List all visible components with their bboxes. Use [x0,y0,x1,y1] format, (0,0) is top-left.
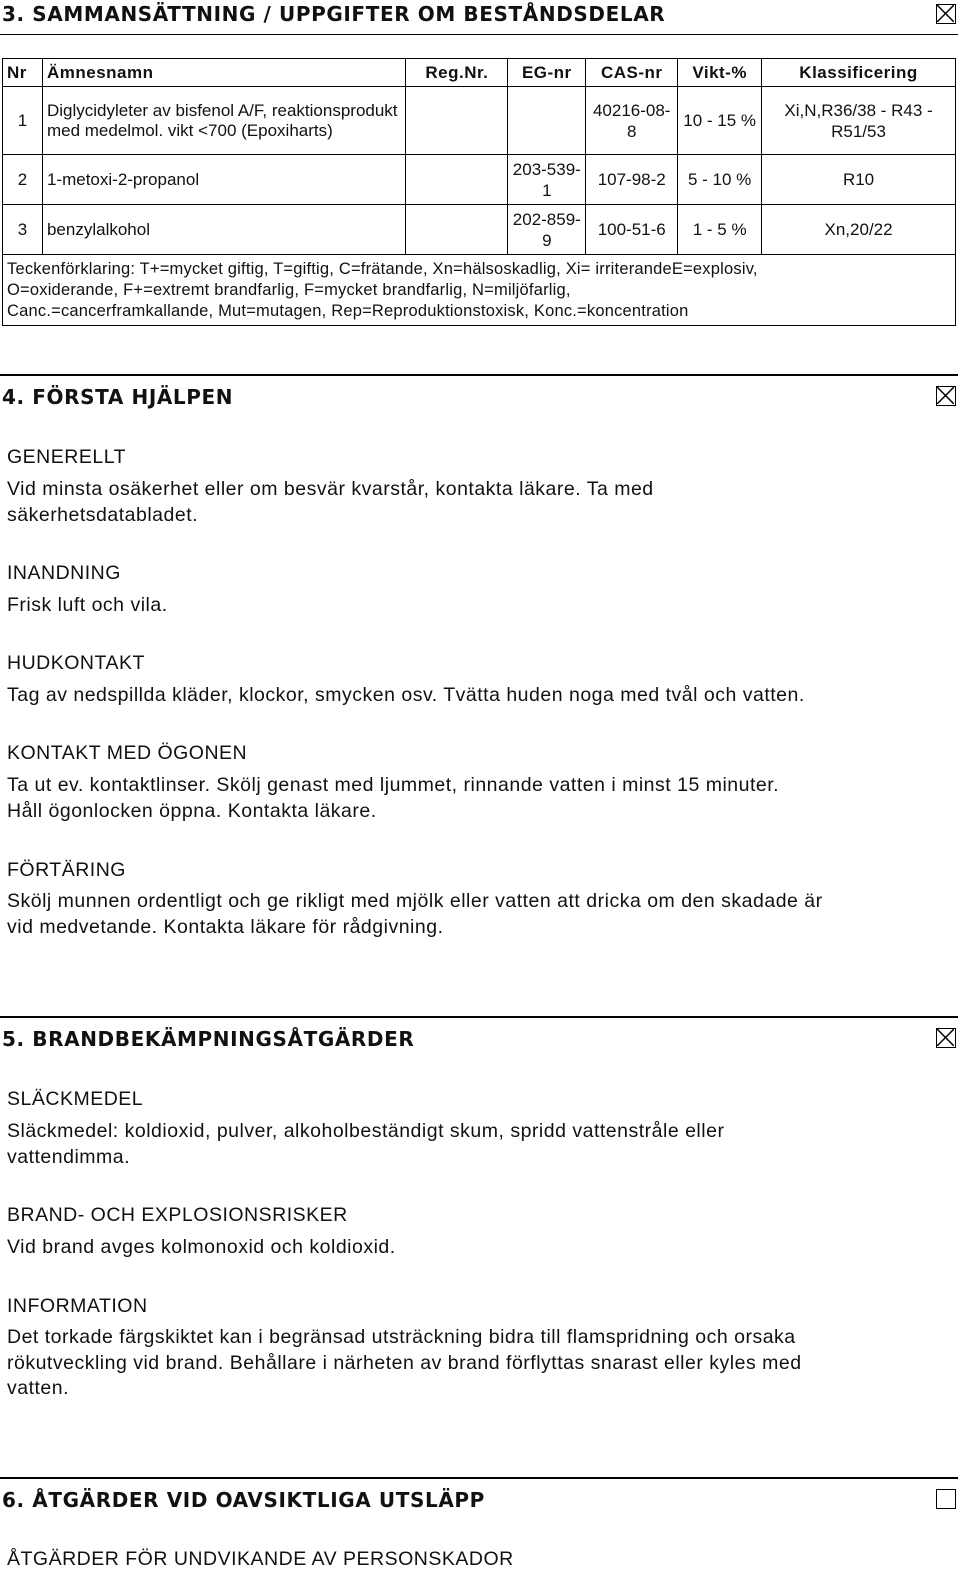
cell-reg [406,87,508,155]
checked-x-icon [937,5,954,22]
cell-class: Xn,20/22 [762,205,956,255]
section-5-header [0,1016,958,1056]
subheading-information: INFORMATION [7,1295,148,1317]
paragraph-risker [7,1235,957,1261]
cell-reg [406,205,508,255]
cell-nr: 2 [3,155,43,205]
paragraph-information [7,1325,957,1402]
cell-weight: 5 - 10 % [678,155,762,205]
subheading-fortaring: FÖRTÄRING [7,859,126,881]
cell-eg: 202-859-9 [508,205,586,255]
paragraph-slackmedel [7,1119,957,1170]
col-header-nr: Nr [3,59,43,87]
subheading-risker: BRAND- OCH EXPLOSIONSRISKER [7,1204,348,1226]
cell-cas: 40216-08-8 [586,87,678,155]
cell-cas: 100-51-6 [586,205,678,255]
text-line: rökutveckling vid brand. Behållare i närheten av brand förflyttas snarast eller kyles med [7,1351,802,1374]
paragraph-inandning [7,593,957,619]
col-header-class: Klassificering [762,59,956,87]
text-line: Håll ögonlocken öppna. Kontakta läkare. [7,799,377,822]
table-header-row [3,59,956,87]
section-3-title: 3. SAMMANSÄTTNING / UPPGIFTER OM BESTÅNDSDELAR [2,2,666,26]
text-line: vattendimma. [7,1145,131,1168]
col-header-cas: CAS-nr [586,59,678,87]
cell-cas: 107-98-2 [586,155,678,205]
section-3-divider [0,34,958,35]
col-header-name: Ämnesnamn [42,59,405,87]
paragraph-generellt [7,477,957,528]
col-header-eg: EG-nr [508,59,586,87]
text-line: vatten. [7,1377,70,1399]
section-4-header [0,374,958,414]
subheading-slackmedel: SLÄCKMEDEL [7,1088,144,1110]
section-4-title: 4. FÖRSTA HJÄLPEN [2,385,234,409]
cell-name: benzylalkohol [42,205,405,255]
table-row [3,205,956,255]
checked-x-icon [937,387,954,404]
subheading-inandning: INANDNING [7,562,121,584]
composition-table [2,58,956,326]
text-line: Frisk luft och vila. [7,594,168,616]
table-row [3,87,956,155]
legend-cell [3,255,956,326]
col-header-weight: Vikt-% [678,59,762,87]
section-6-header [0,1477,958,1517]
paragraph-hudkontakt [7,683,957,709]
cell-nr: 1 [3,87,43,155]
section-5-checkbox[interactable] [936,1028,956,1048]
section-6-checkbox[interactable] [936,1489,956,1509]
cell-class: R10 [762,155,956,205]
text-line: säkerhetsdatabladet. [7,503,199,526]
legend-line: Canc.=cancerframkallande, Mut=mutagen, Rep=Reproduktionstoxisk, Konc.=koncentration [7,302,689,320]
cell-weight: 10 - 15 % [678,87,762,155]
text-line: Vid minsta osäkerhet eller om besvär kvarstår, kontakta läkare. Ta med [7,478,654,500]
subheading-personskador: ÅTGÄRDER FÖR UNDVIKANDE AV PERSONSKADOR [7,1548,514,1570]
section-5-title: 5. BRANDBEKÄMPNINGSÅTGÄRDER [2,1027,415,1051]
cell-name: Diglycidyleter av bisfenol A/F, reaktionsprodukt med medelmol. vikt <700 (Epoxiharts) [42,87,405,155]
section-4-checkbox[interactable] [936,386,956,406]
paragraph-ogon [7,773,957,824]
legend-line: O=oxiderande, F+=extremt brandfarlig, F=mycket brandfarlig, N=miljöfarlig, [7,281,571,299]
subheading-generellt: GENERELLT [7,446,127,468]
cell-name: 1-metoxi-2-propanol [42,155,405,205]
cell-class: Xi,N,R36/38 - R43 - R51/53 [762,87,956,155]
legend-line: Teckenförklaring: T+=mycket giftig, T=giftig, C=frätande, Xn=hälsoskadlig, Xi= irriterandeE=explosiv, [7,260,758,278]
paragraph-fortaring [7,889,957,940]
cell-eg: 203-539-1 [508,155,586,205]
text-line: Tag av nedspillda kläder, klockor, smycken osv. Tvätta huden noga med tvål och vatten. [7,684,805,706]
legend-row [3,255,956,326]
text-line: Ta ut ev. kontaktlinser. Skölj genast med ljummet, rinnande vatten i minst 15 minuter. [7,774,780,796]
checked-x-icon [937,1029,954,1046]
col-header-reg: Reg.Nr. [406,59,508,87]
cell-eg [508,87,586,155]
cell-nr: 3 [3,205,43,255]
text-line: Släckmedel: koldioxid, pulver, alkoholbeständigt skum, spridd vattenstråle eller [7,1120,725,1142]
table-row [3,155,956,205]
subheading-ogon: KONTAKT MED ÖGONEN [7,742,248,764]
subheading-hudkontakt: HUDKONTAKT [7,652,145,674]
cell-weight: 1 - 5 % [678,205,762,255]
text-line: vid medvetande. Kontakta läkare för rådgivning. [7,915,444,938]
text-line: Vid brand avges kolmonoxid och koldioxid. [7,1236,396,1258]
cell-reg [406,155,508,205]
text-line: Det torkade färgskiktet kan i begränsad utsträckning bidra till flamspridning och orsaka [7,1326,796,1348]
section-3-checkbox[interactable] [936,4,956,24]
text-line: Skölj munnen ordentligt och ge rikligt med mjölk eller vatten att dricka om den skadade är [7,890,823,912]
section-6-title: 6. ÅTGÄRDER VID OAVSIKTLIGA UTSLÄPP [2,1488,485,1512]
